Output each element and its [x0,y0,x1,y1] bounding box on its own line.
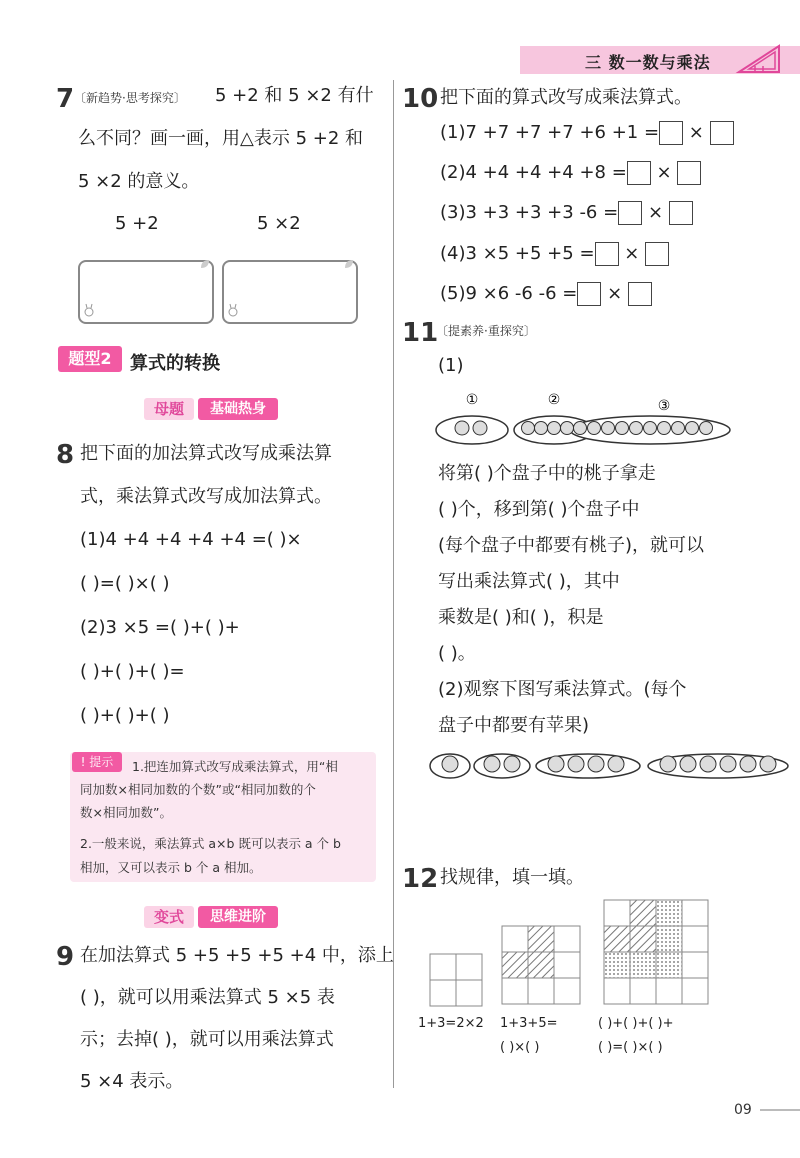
grid-2x2 [430,954,482,1006]
question-8-line-4: ( )=( )×( ) [80,573,170,594]
question-11-line-5: 乘数是( )和( )，积是 [438,607,604,628]
hint-label: ! 提示 [72,752,122,772]
hint-line-3: 数×相同加数”。 [80,805,172,820]
formula-2-top: 1+3+5= [500,1016,558,1031]
peach [672,422,685,435]
answer-box[interactable] [710,121,734,145]
plate-1 [436,416,508,444]
ruler-icon [735,42,783,76]
peach [686,422,699,435]
question-11-line-2: ( )个，移到第( )个盘子中 [438,499,640,520]
question-9-line-4: 5 ×4 表示。 [80,1071,184,1092]
peach [644,422,657,435]
peach [561,422,574,435]
apple [680,756,696,772]
apple [760,756,776,772]
peach [616,422,629,435]
type-2-title: 算式的转换 [130,353,220,374]
peach [700,422,713,435]
peach-plates-illustration [432,388,732,446]
mother-problem-badge: 母题 [144,398,194,420]
peach [473,421,487,435]
question-10-item-5: (5)9 ×6 -6 -6 = × [440,282,652,306]
question-11-line-3: (每个盘子中都要有桃子)，就可以 [438,535,705,556]
apple [548,756,564,772]
answer-box[interactable] [628,282,652,306]
plate-label-1: ① [465,392,479,408]
rabbit-icon [226,303,240,317]
answer-box[interactable] [669,201,693,225]
rabbit-icon [82,303,96,317]
question-8-line-6: ( )+( )+( )= [80,661,185,682]
question-11-line-1: 将第( )个盘子中的桃子拿走 [438,463,656,484]
question-10-item-4: (4)3 ×5 +5 +5 = × [440,242,669,266]
formula-1: 1+3=2×2 [418,1016,484,1031]
peach [658,422,671,435]
question-11-line-8: 盘子中都要有苹果) [438,715,590,736]
question-11-part-1: (1) [438,355,464,376]
question-8-line-2: 式，乘法算式改写成加法算式。 [80,486,332,507]
grid-4x4 [604,900,708,1004]
question-7-label-b: 5 ×2 [257,213,301,234]
hint-line-4: 2.一般来说，乘法算式 a×b 既可以表示 a 个 b [80,836,341,851]
plate-label-3: ③ [657,398,671,414]
hint-line-2: 同加数×相同加数的个数”或“相同加数的个 [80,782,316,797]
plate-label-2: ② [547,392,561,408]
answer-box[interactable] [595,242,619,266]
apple [700,756,716,772]
question-12-number: 12 [402,864,439,894]
page-number: 09 [734,1102,752,1118]
drawing-area-multiplication[interactable] [222,260,358,324]
question-7-label-a: 5 +2 [115,213,159,234]
question-12-title: 找规律，填一填。 [440,867,584,888]
drawing-area-addition[interactable] [78,260,214,324]
question-10-title: 把下面的算式改写成乘法算式。 [440,87,692,108]
question-9-line-3: 示；去掉( )，就可以用乘法算式 [80,1029,334,1050]
pattern-grid-figures [428,896,728,1008]
question-10-item-1: (1)7 +7 +7 +7 +6 +1 = × [440,121,734,145]
question-11-line-4: 写出乘法算式( )，其中 [438,571,620,592]
question-7-line-3: 5 ×2 的意义。 [78,171,200,192]
apple [740,756,756,772]
peach [602,422,615,435]
question-8-line-3: (1)4 +4 +4 +4 +4 =( )× [80,529,302,550]
apple [484,756,500,772]
variant-badge: 变式 [144,906,194,928]
answer-box[interactable] [677,161,701,185]
question-11-line-6: ( )。 [438,643,476,664]
question-7-line-2: 么不同？画一画，用△表示 5 +2 和 [78,128,363,149]
apple [720,756,736,772]
answer-box[interactable] [659,121,683,145]
question-8-number: 8 [56,440,75,470]
question-7-number: 7 [56,84,75,114]
warmup-badge: 基础热身 [198,398,278,420]
apple-plates-illustration [428,744,792,780]
answer-box[interactable] [627,161,651,185]
grid-3x3 [502,926,580,1004]
peach [548,422,561,435]
hint-line-1: 1.把连加算式改写成乘法算式，用“相 [132,759,338,774]
hint-line-5: 相加，又可以表示 b 个 a 相加。 [80,860,262,875]
question-11-number: 11 [402,318,439,348]
column-divider [393,80,394,1088]
peach [522,422,535,435]
answer-box[interactable] [645,242,669,266]
apple [504,756,520,772]
question-8-line-5: (2)3 ×5 =( )+( )+ [80,617,240,638]
formula-3-top: ( )+( )+( )+ [598,1016,674,1031]
section-title: 三 数一数与乘法 [585,53,711,72]
question-7-line-1: 5 +2 和 5 ×2 有什 [215,85,374,106]
question-11-line-7: (2)观察下图写乘法算式。(每个 [438,679,687,700]
peach [588,422,601,435]
formula-3-bottom: ( )=( )×( ) [598,1040,663,1055]
peach [535,422,548,435]
peach [455,421,469,435]
question-10-number: 10 [402,84,439,114]
question-7-tag: 〔新趋势·思考探究〕 [74,91,186,105]
question-11-tag: 〔提素养·重探究〕 [436,324,536,338]
answer-box[interactable] [618,201,642,225]
footer-line [760,1109,800,1111]
apple [568,756,584,772]
question-10-item-3: (3)3 +3 +3 +3 -6 = × [440,201,693,225]
apple [588,756,604,772]
peach [574,422,587,435]
question-9-line-1: 在加法算式 5 +5 +5 +5 +4 中，添上 [80,945,394,966]
question-8-line-1: 把下面的加法算式改写成乘法算 [80,443,332,464]
answer-box[interactable] [577,282,601,306]
question-9-line-2: ( )，就可以用乘法算式 5 ×5 表 [80,987,335,1008]
apple [608,756,624,772]
question-10-item-2: (2)4 +4 +4 +4 +8 = × [440,161,701,185]
leaf-icon [343,258,355,270]
type-2-badge: 题型2 [58,346,122,372]
leaf-icon [199,258,211,270]
apple [442,756,458,772]
peach [630,422,643,435]
question-8-line-7: ( )+( )+( ) [80,705,170,726]
formula-2-bottom: ( )×( ) [500,1040,540,1055]
question-9-number: 9 [56,942,75,972]
apple [660,756,676,772]
advanced-badge: 思维进阶 [198,906,278,928]
